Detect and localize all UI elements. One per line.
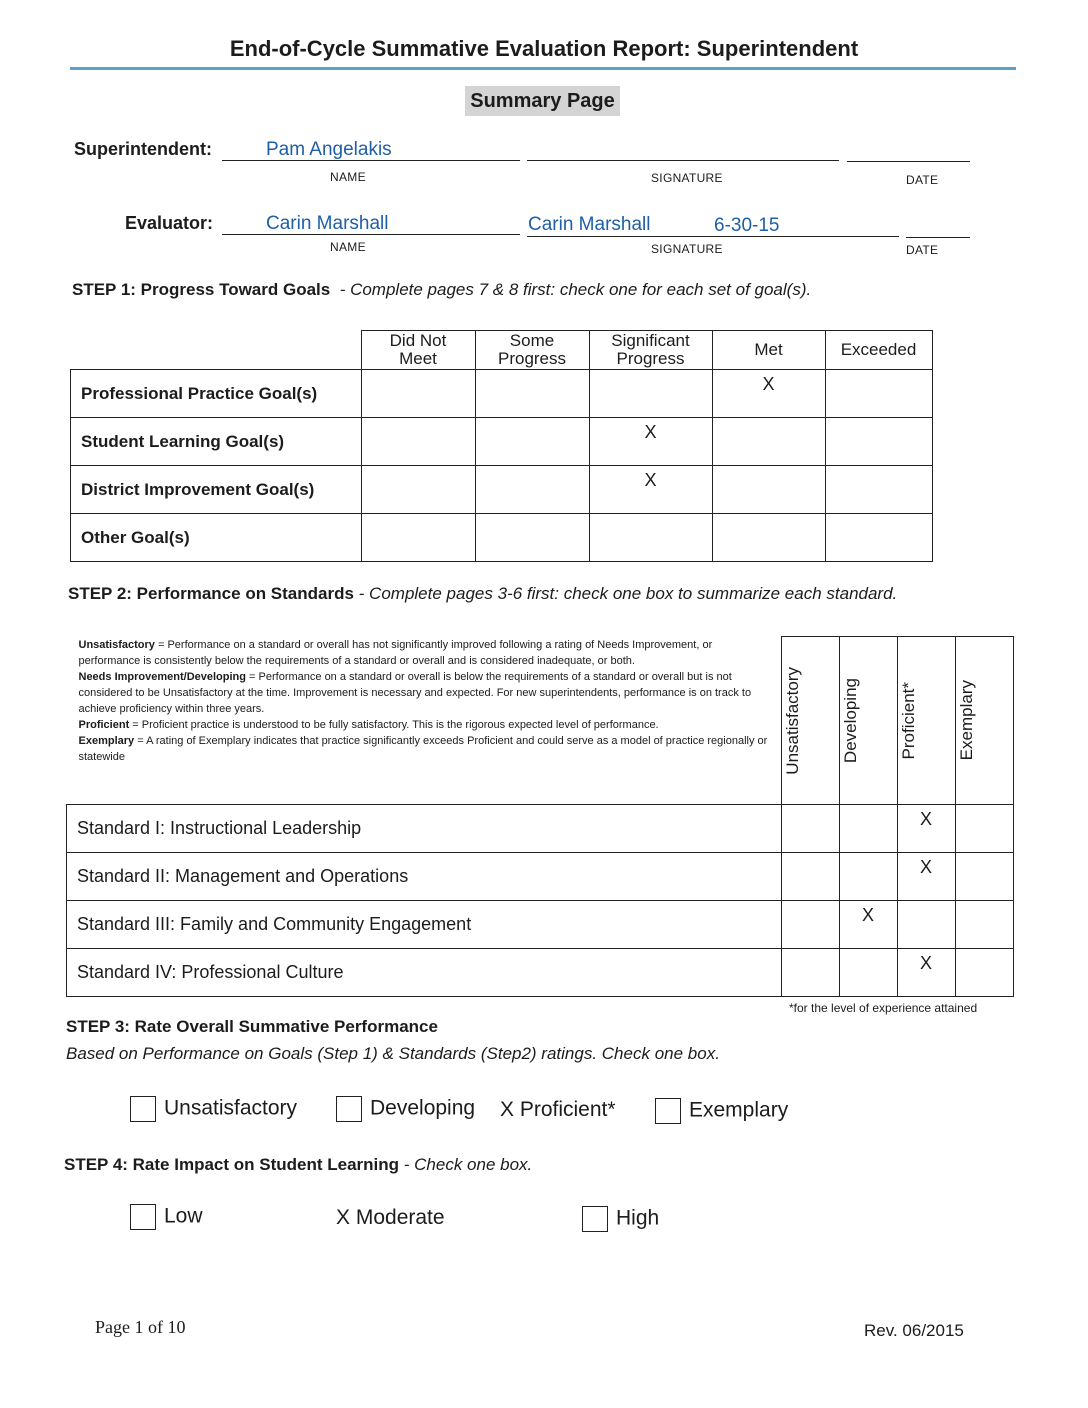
table-row	[71, 418, 933, 466]
step2-heading-line	[68, 584, 897, 604]
evaluator-label: Evaluator:	[125, 213, 214, 233]
evaluator-date-line	[906, 237, 970, 238]
checkbox-icon[interactable]	[130, 1204, 156, 1230]
col-met: Met	[712, 331, 825, 370]
standard-label: Standard I: Instructional Leadership	[67, 805, 782, 853]
col-developing: Developing	[839, 637, 897, 805]
option-exemplary[interactable]: Exemplary	[655, 1098, 788, 1124]
standard-cell[interactable]	[955, 805, 1013, 853]
signature-caption: SIGNATURE	[651, 242, 723, 256]
evaluator-signature-line	[527, 236, 899, 237]
option-moderate-selected[interactable]: X Moderate	[336, 1206, 445, 1229]
step3-instruction: Based on Performance on Goals (Step 1) & Standards (Step2) ratings. Check one box.	[66, 1044, 720, 1063]
standard-cell[interactable]	[897, 901, 955, 949]
col-exemplary: Exemplary	[955, 637, 1013, 805]
col-did-not-meet: Did Not Meet	[361, 331, 475, 370]
step2-heading: STEP 2: Performance on Standards	[68, 584, 354, 603]
goal-label: Other Goal(s)	[71, 514, 362, 562]
option-low[interactable]: Low	[130, 1204, 203, 1230]
evaluator-name: Carin Marshall	[266, 213, 389, 234]
standard-cell[interactable]: X	[839, 901, 897, 949]
goal-cell[interactable]	[712, 466, 825, 514]
date-caption: DATE	[906, 243, 939, 257]
option-proficient-selected[interactable]: X Proficient*	[500, 1098, 616, 1121]
goal-cell[interactable]	[475, 514, 589, 562]
goal-label: Professional Practice Goal(s)	[71, 370, 362, 418]
col-some-progress: Some Progress	[475, 331, 589, 370]
evaluator-name-line	[222, 234, 520, 235]
goals-header-row	[71, 331, 933, 370]
step1-heading-line	[72, 280, 811, 300]
table-row	[67, 853, 1014, 901]
goal-cell[interactable]	[825, 466, 932, 514]
standard-cell[interactable]	[955, 949, 1013, 997]
goal-cell[interactable]	[825, 514, 932, 562]
table-row	[67, 805, 1014, 853]
standard-label: Standard IV: Professional Culture	[67, 949, 782, 997]
goal-label: Student Learning Goal(s)	[71, 418, 362, 466]
checkbox-icon[interactable]	[130, 1096, 156, 1122]
goal-cell[interactable]	[475, 466, 589, 514]
standards-header-row	[67, 637, 1014, 805]
standard-cell[interactable]	[839, 805, 897, 853]
standard-cell[interactable]	[781, 901, 839, 949]
goal-cell[interactable]: X	[712, 370, 825, 418]
goal-cell[interactable]	[361, 514, 475, 562]
goal-cell[interactable]	[825, 370, 932, 418]
superintendent-name: Pam Angelakis	[266, 139, 392, 160]
summary-page-label: Summary Page	[465, 86, 620, 116]
standards-table	[66, 636, 1014, 997]
standard-cell[interactable]	[781, 949, 839, 997]
goal-cell[interactable]	[361, 418, 475, 466]
step2-instruction: - Complete pages 3-6 first: check one box to summarize each standard.	[358, 584, 898, 603]
name-caption: NAME	[330, 170, 366, 184]
checkbox-icon[interactable]	[655, 1098, 681, 1124]
goal-cell[interactable]	[475, 370, 589, 418]
superintendent-date-line	[847, 161, 970, 162]
evaluator-signature: Carin Marshall	[528, 214, 651, 235]
col-exceeded: Exceeded	[825, 331, 932, 370]
option-high[interactable]: High	[582, 1206, 659, 1232]
rating-legend: Unsatisfactory = Performance on a standard or overall has not significantly improved following a rating of Needs Improvement, or performance is consistently below the requirements of a standard or overall and is considered inadequate, or both. Needs Improvement/Developing = Performance on a standard or overall is below the requirements of a standard or overall but is not considered to be Unsatisfactory at the time. Improvement is necessary and expected. For new superintendents, performance is on track to achieve proficiency within three years. Proficient = Proficient practice is understood to be fully satisfactory. This is the rigorous expected level of performance. Exemplary = A rating of Exemplary indicates that practice significantly exceeds Proficient and could serve as a model of practice regionally or statewide	[78, 638, 768, 763]
goal-cell[interactable]	[361, 370, 475, 418]
superintendent-label: Superintendent:	[74, 139, 212, 159]
step4-heading: STEP 4: Rate Impact on Student Learning	[64, 1155, 400, 1174]
table-row	[71, 370, 933, 418]
goals-table	[70, 330, 933, 562]
date-caption: DATE	[906, 173, 939, 187]
standard-cell[interactable]	[781, 805, 839, 853]
title-rule	[70, 67, 1016, 70]
step3-heading: STEP 3: Rate Overall Summative Performance	[66, 1017, 438, 1036]
standard-cell[interactable]: X	[897, 949, 955, 997]
option-developing[interactable]: Developing	[336, 1096, 475, 1122]
step4-heading-line	[64, 1155, 532, 1175]
table-row	[71, 514, 933, 562]
evaluator-date: 6-30-15	[714, 215, 780, 236]
standard-cell[interactable]: X	[897, 805, 955, 853]
page-title: End-of-Cycle Summative Evaluation Report: Superintendent	[229, 36, 859, 61]
standard-cell[interactable]	[839, 949, 897, 997]
standard-cell[interactable]: X	[897, 853, 955, 901]
goal-label: District Improvement Goal(s)	[71, 466, 362, 514]
goal-cell[interactable]	[712, 418, 825, 466]
page-number: Page 1 of 10	[95, 1317, 186, 1337]
checkbox-icon[interactable]	[582, 1206, 608, 1232]
col-proficient: Proficient*	[897, 637, 955, 805]
goal-cell[interactable]	[825, 418, 932, 466]
goal-cell[interactable]: X	[589, 466, 712, 514]
goal-cell[interactable]	[475, 418, 589, 466]
step1-heading: STEP 1: Progress Toward Goals	[72, 280, 331, 299]
superintendent-signature-line	[527, 160, 839, 161]
goal-cell[interactable]	[361, 466, 475, 514]
standard-cell[interactable]	[839, 853, 897, 901]
goal-cell[interactable]: X	[589, 418, 712, 466]
revision-date: Rev. 06/2015	[864, 1321, 964, 1340]
table-row	[71, 466, 933, 514]
col-unsatisfactory: Unsatisfactory	[781, 637, 839, 805]
standard-cell[interactable]	[955, 853, 1013, 901]
signature-caption: SIGNATURE	[651, 171, 723, 185]
option-unsatisfactory[interactable]: Unsatisfactory	[130, 1096, 297, 1122]
proficient-footnote: *for the level of experience attained	[789, 1001, 978, 1015]
standard-cell[interactable]	[781, 853, 839, 901]
standard-label: Standard II: Management and Operations	[67, 853, 782, 901]
col-significant-progress: Significant Progress	[589, 331, 712, 370]
goal-cell[interactable]	[589, 370, 712, 418]
checkbox-icon[interactable]	[336, 1096, 362, 1122]
table-row	[67, 901, 1014, 949]
step4-instruction: - Check one box.	[403, 1155, 533, 1174]
superintendent-name-line	[222, 160, 520, 161]
table-row	[67, 949, 1014, 997]
goal-cell[interactable]	[712, 514, 825, 562]
standard-label: Standard III: Family and Community Engagement	[67, 901, 782, 949]
name-caption: NAME	[330, 240, 366, 254]
goal-cell[interactable]	[589, 514, 712, 562]
standard-cell[interactable]	[955, 901, 1013, 949]
step1-instruction: - Complete pages 7 & 8 first: check one for each set of goal(s).	[339, 280, 812, 299]
